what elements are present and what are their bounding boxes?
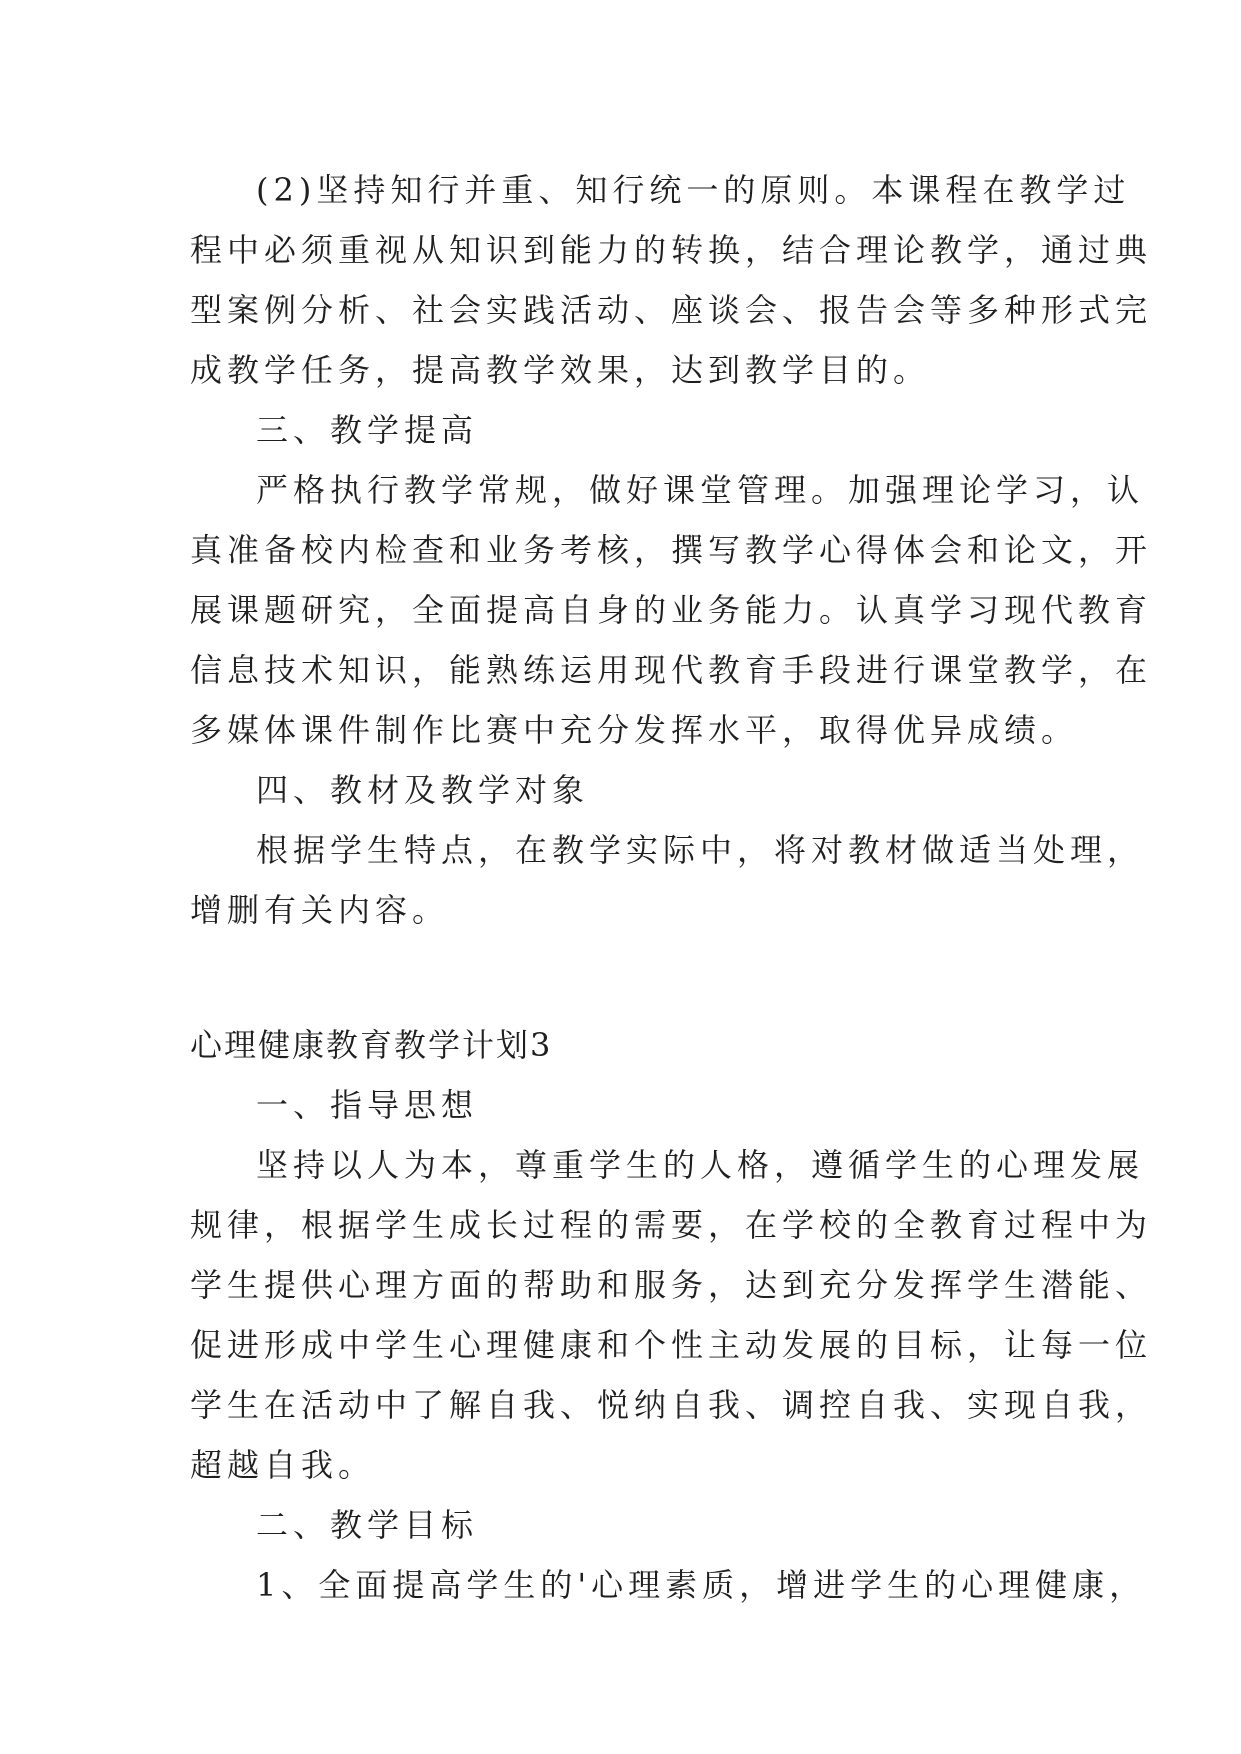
- paragraph-line: 根据学生特点，在教学实际中，将对教材做适当处理，: [256, 831, 1145, 869]
- paragraph-line: 1、全面提高学生的'心理素质，增进学生的心理健康，: [256, 1566, 1147, 1604]
- paragraph-line: 型案例分析、社会实践活动、座谈会、报告会等多种形式完: [190, 291, 1153, 329]
- paragraph-line: 展课题研究，全面提高自身的业务能力。认真学习现代教育: [190, 591, 1153, 629]
- section-heading: 四、教材及教学对象: [256, 771, 590, 809]
- paragraph-line: 学生提供心理方面的帮助和服务，达到充分发挥学生潜能、: [190, 1266, 1153, 1304]
- paragraph-line: 严格执行教学常规，做好课堂管理。加强理论学习，认: [256, 471, 1145, 509]
- paragraph-line: 促进形成中学生心理健康和个性主动发展的目标，让每一位: [190, 1326, 1153, 1364]
- document-title: 心理健康教育教学计划3: [190, 1026, 553, 1064]
- paragraph-line: 超越自我。: [190, 1446, 376, 1484]
- section-heading: 一、指导思想: [256, 1086, 479, 1124]
- paragraph-line: 信息技术知识，能熟练运用现代教育手段进行课堂教学，在: [190, 651, 1153, 689]
- paragraph-line: 成教学任务，提高教学效果，达到教学目的。: [190, 351, 931, 389]
- section-heading: 三、教学提高: [256, 411, 479, 449]
- paragraph-line: 真准备校内检查和业务考核，撰写教学心得体会和论文，开: [190, 531, 1153, 569]
- section-gap: [190, 940, 1060, 1015]
- section-heading: 二、教学目标: [256, 1506, 479, 1544]
- paragraph-line: 程中必须重视从知识到能力的转换，结合理论教学，通过典: [190, 231, 1153, 269]
- paragraph-line: 坚持以人为本，尊重学生的人格，遵循学生的心理发展: [256, 1146, 1145, 1184]
- paragraph-line: 多媒体课件制作比赛中充分发挥水平，取得优异成绩。: [190, 711, 1079, 749]
- paragraph-line: 增删有关内容。: [190, 891, 450, 929]
- paragraph-line: 规律，根据学生成长过程的需要，在学校的全教育过程中为: [190, 1206, 1153, 1244]
- paragraph-line: 学生在活动中了解自我、悦纳自我、调控自我、实现自我，: [190, 1386, 1153, 1424]
- paragraph-line: (2)坚持知行并重、知行统一的原则。本课程在教学过: [256, 171, 1131, 209]
- document-body: [190, 160, 1153, 1615]
